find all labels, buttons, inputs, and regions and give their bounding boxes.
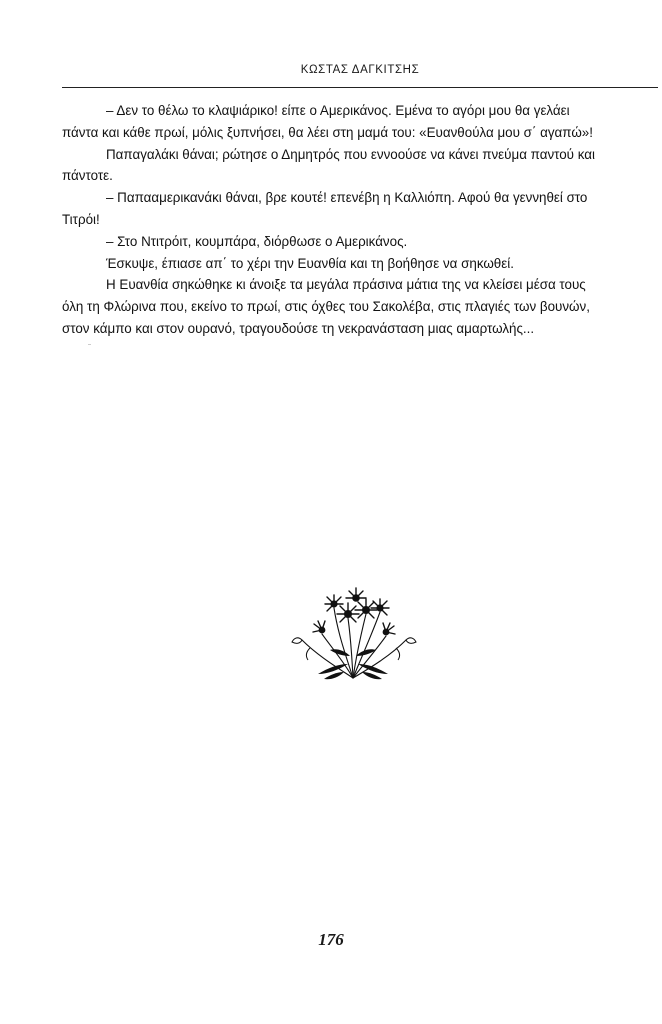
page-number: 176 <box>318 930 344 949</box>
paper-speck <box>88 344 91 345</box>
text-line: όλη τη Φλώρινα που, εκείνο το πρωί, στις όχθες του Σακολέβα, στις πλαγιές των βουνών, <box>62 299 590 315</box>
floral-ornament-icon <box>288 578 418 682</box>
header-rule <box>62 87 658 88</box>
text-line: Παπαγαλάκι θάναι; ρώτησε ο Δημητρός που εννοούσε να κάνει πνεύμα παντού και <box>106 146 595 162</box>
text-line: πάντα και κάθε πρωί, μόλις ξυπνήσει, θα λέει στη μαμά του: «Ευανθούλα μου σ΄ αγαπώ»! <box>62 124 593 140</box>
text-line: – Στο Ντιτρόιτ, κουμπάρα, διόρθωσε ο Αμερικάνος. <box>106 233 408 249</box>
text-line: Έσκυψε, έπιασε απ΄ το χέρι την Ευανθία και τη βοήθησε να σηκωθεί. <box>106 255 514 271</box>
text-line: Η Ευανθία σηκώθηκε κι άνοιξε τα μεγάλα πράσινα μάτια της να κλείσει μέσα τους <box>106 277 586 293</box>
text-line: πάντοτε. <box>62 168 113 184</box>
running-header: ΚΩΣΤΑΣ ΔΑΓΚΙΤΣΗΣ <box>300 64 420 76</box>
body-text <box>62 100 658 340</box>
text-line: – Παπααμερικανάκι θάναι, βρε κουτέ! επενέβη η Καλλιόπη. Αφού θα γεννηθεί στο <box>106 190 588 206</box>
text-line: – Δεν το θέλω το κλαψιάρικο! είπε ο Αμερικάνος. Εμένα το αγόρι μου θα γελάει <box>106 103 570 118</box>
text-line: Τιτρόι! <box>62 211 100 227</box>
text-line: στον κάμπο και στον ουρανό, τραγουδούσε τη νεκρανάσταση μιας αμαρτωλής... <box>62 320 535 336</box>
